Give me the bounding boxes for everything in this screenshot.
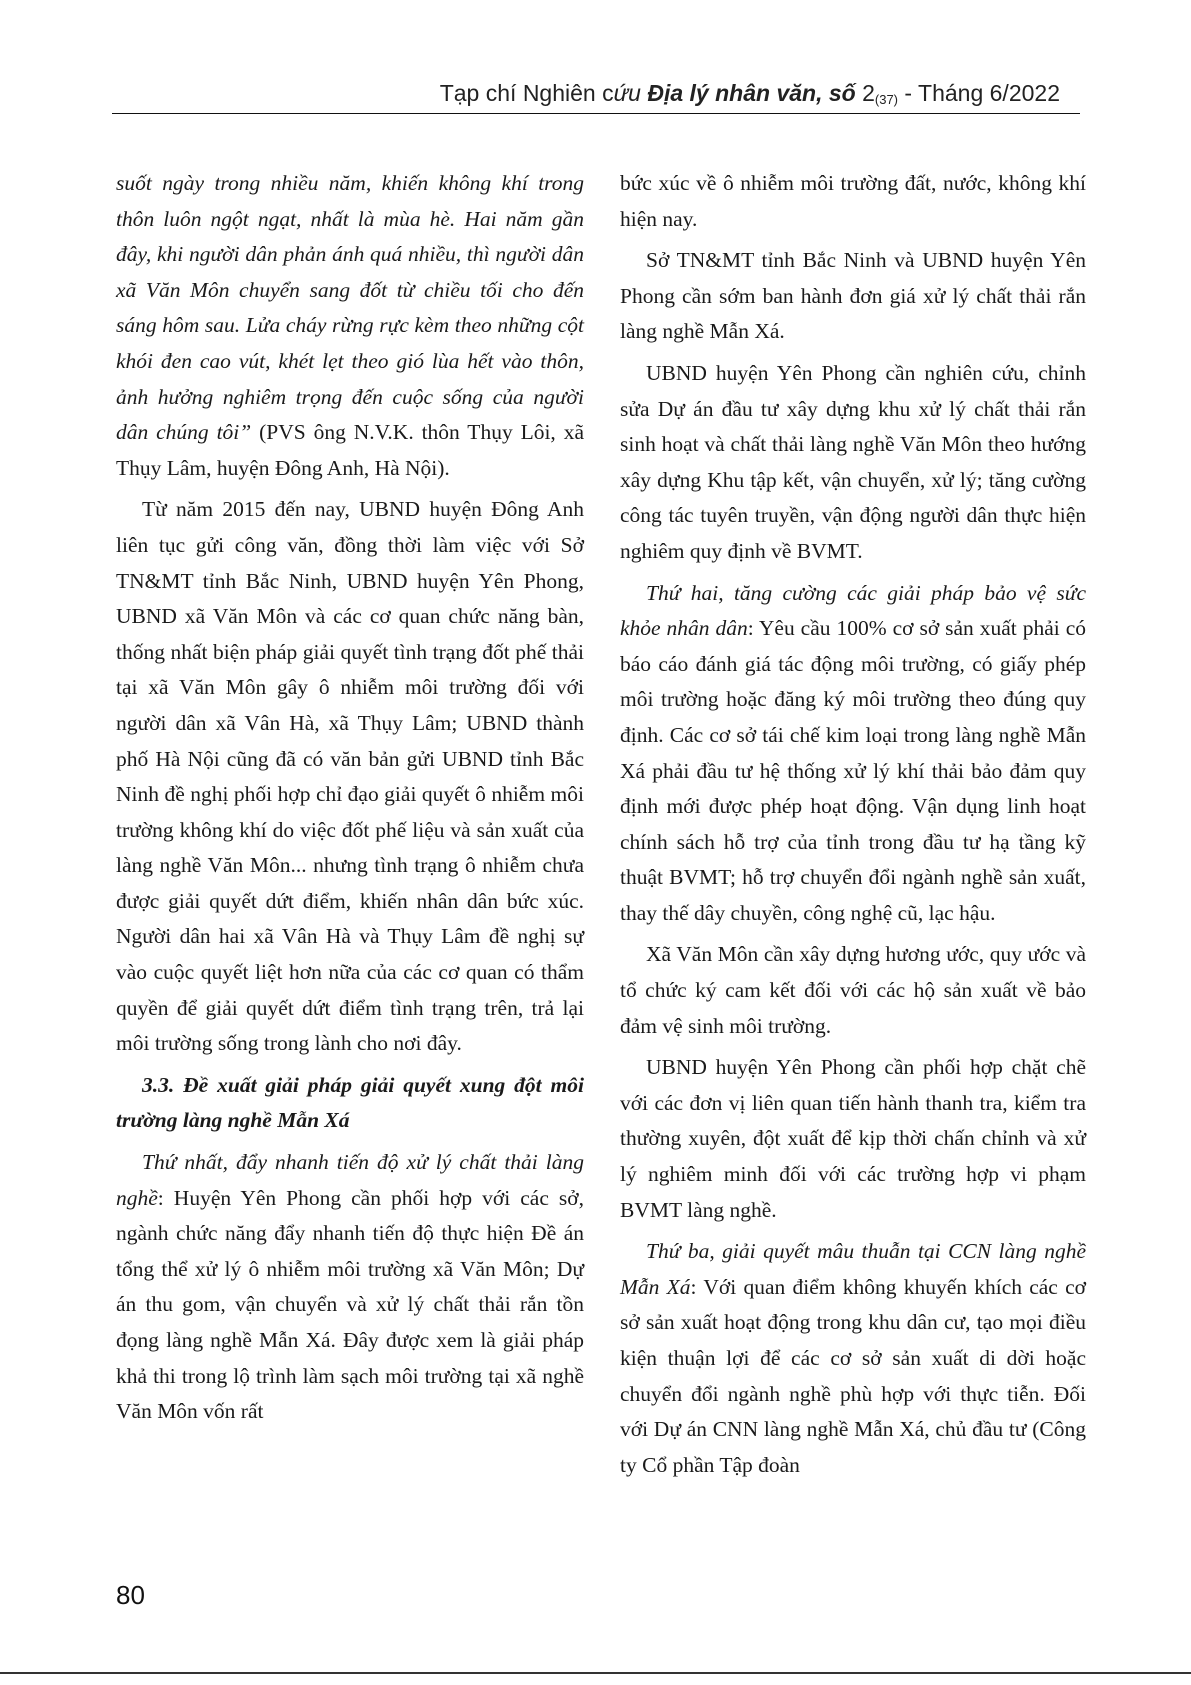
paragraph-solution-3 [620,1234,1086,1483]
solution-3-title: Thứ ba, giải quyết mâu thuẫn tại CCN làng nghề Mẫn Xá [620,1239,1086,1299]
paragraph-solution-2 [620,576,1086,932]
solution-2-title: Thứ hai, tăng cường các giải pháp bảo vệ sức khỏe nhân dân [620,580,1086,641]
issue-date: - Tháng 6/2022 [898,80,1060,106]
paragraph-ubnd-yen-phong: UBND huyện Yên Phong cần nghiên cứu, chỉnh sửa Dự án đầu tư xây dựng khu xử lý chất thải rắn sinh hoạt và chất thải làng nghề Văn Môn theo hướng xây dựng Khu tập kết, vận chuyển, xử lý; tăng cường công tác tuyên truyền, vận động người dân thực hiện nghiêm quy định về BVMT. [620,360,1086,563]
journal-middle: ứu [613,80,648,106]
issue-number: 2 [855,80,875,106]
header-divider [112,113,1080,114]
solution-2-body: : Yêu cầu 100% cơ sở sản xuất phải có báo cáo đánh giá tác động môi trường, có giấy phép môi trường hoặc đăng ký môi trường theo đúng quy định. Các cơ sở tái chế kim loại trong làng nghề Mẫn Xá phải đầu tư hệ thống xử lý khí thải bảo đảm quy định mới được phép hoạt động. Vận dụng linh hoạt chính sách hỗ trợ của tỉnh trong đầu tư hạ tầng kỹ thuật BVMT; hỗ trợ chuyển đổi ngành nghề sản xuất, thay thế dây chuyền, công nghệ cũ, lạc hậu. [620,616,1087,925]
paragraph-continuation: bức xúc về ô nhiễm môi trường đất, nước, không khí hiện nay. [620,171,1086,231]
paragraph-xa-van-mon: Xã Văn Môn cần xây dựng hương ước, quy ước và tổ chức ký cam kết đối với các hộ sản xuất về bảo đảm vệ sinh môi trường. [620,942,1086,1038]
page-number: 80 [116,1580,145,1610]
quote-italic-text: suốt ngày trong nhiều năm, khiến không khí trong thôn luôn ngột ngạt, nhất là mùa hè. Hai năm gần đây, khi người dân phản ánh quá nhiều, thì người dân xã Văn Môn chuyển sang đốt từ chiều tối cho đến sáng hôm sau. Lửa cháy rừng rực kèm theo những cột khói đen cao vút, khét lẹt theo gió lùa hết vào thôn, ảnh hưởng nghiêm trọng đến cuộc sống của người dân chúng tôi” [116,171,584,445]
solution-1-title: Thứ nhất, đẩy nhanh tiến độ xử lý chất thải làng nghề [116,1150,584,1210]
bottom-divider [0,1672,1191,1674]
journal-name-bold: Địa lý nhân văn, số [647,80,856,106]
paragraph-inspection: UBND huyện Yên Phong cần phối hợp chặt chẽ với các đơn vị liên quan tiến hành thanh tra, kiểm tra thường xuyên, đột xuất để kịp thời chấn chỉnh và xử lý nghiêm minh đối với các trường hợp vi phạm BVMT làng nghề. [620,1055,1086,1222]
paragraph-dong-anh: Từ năm 2015 đến nay, UBND huyện Đông Anh liên tục gửi công văn, đồng thời làm việc với Sở TN&MT tỉnh Bắc Ninh, UBND huyện Yên Phong, UBND xã Văn Môn và các cơ quan chức năng bàn, thống nhất biện pháp giải quyết tình trạng đốt phế thải tại xã Văn Môn gây ô nhiễm môi trường đối với người dân xã Vân Hà, xã Thụy Lâm; UBND thành phố Hà Nội cũng đã có văn bản gửi UBND tỉnh Bắc Ninh đề nghị phối hợp chỉ đạo giải quyết ô nhiễm môi trường không khí do việc đốt phế liệu và sản xuất của làng nghề Văn Môn... nhưng tình trạng ô nhiễm chưa được giải quyết dứt điểm, khiến nhân dân bức xúc. Người dân hai xã Vân Hà và Thụy Lâm đề nghị sự vào cuộc quyết liệt hơn nữa của các cơ quan có thẩm quyền để giải quyết dứt điểm tình trạng trên, trả lại môi trường sống trong lành cho nơi đây. [116,497,584,1056]
paragraph-so-tnmt: Sở TN&MT tỉnh Bắc Ninh và UBND huyện Yên Phong cần sớm ban hành đơn giá xử lý chất thải rắn làng nghề Mẫn Xá. [620,248,1086,344]
left-column [116,166,584,1436]
quote-paragraph [116,166,584,486]
right-column [620,166,1086,1489]
journal-header-title [440,80,1060,107]
section-heading-3-3: 3.3. Đề xuất giải pháp giải quyết xung đột môi trường làng nghề Mẫn Xá [116,1072,584,1133]
journal-prefix: Tạp chí Nghiên c [439,80,614,106]
solution-3-body: : Với quan điểm không khuyến khích các cơ sở sản xuất hoạt động trong khu dân cư, tạo mọi điều kiện thuận lợi để các cơ sở sản xuất di dời hoặc chuyển đổi ngành nghề phù hợp với thực tiễn. Đối với Dự án CNN làng nghề Mẫn Xá, chủ đầu tư (Công ty Cổ phần Tập đoàn [620,1274,1086,1477]
issue-subscript: (37) [874,92,899,107]
running-header [112,74,1080,114]
solution-1-body: : Huyện Yên Phong cần phối hợp với các sở, ngành chức năng đẩy nhanh tiến độ thực hiện Đề án tổng thể xử lý ô nhiễm môi trường xã Văn Môn; Dự án thu gom, vận chuyển và xử lý chất thải rắn tồn đọng làng nghề Mẫn Xá. Đây được xem là giải pháp khả thi trong lộ trình làm sạch môi trường tại xã nghề Văn Môn vốn rất [116,1185,584,1424]
paragraph-solution-1 [116,1145,584,1430]
quote-attribution: (PVS ông N.V.K. thôn Thụy Lôi, xã Thụy Lâm, huyện Đông Anh, Hà Nội). [116,420,584,480]
